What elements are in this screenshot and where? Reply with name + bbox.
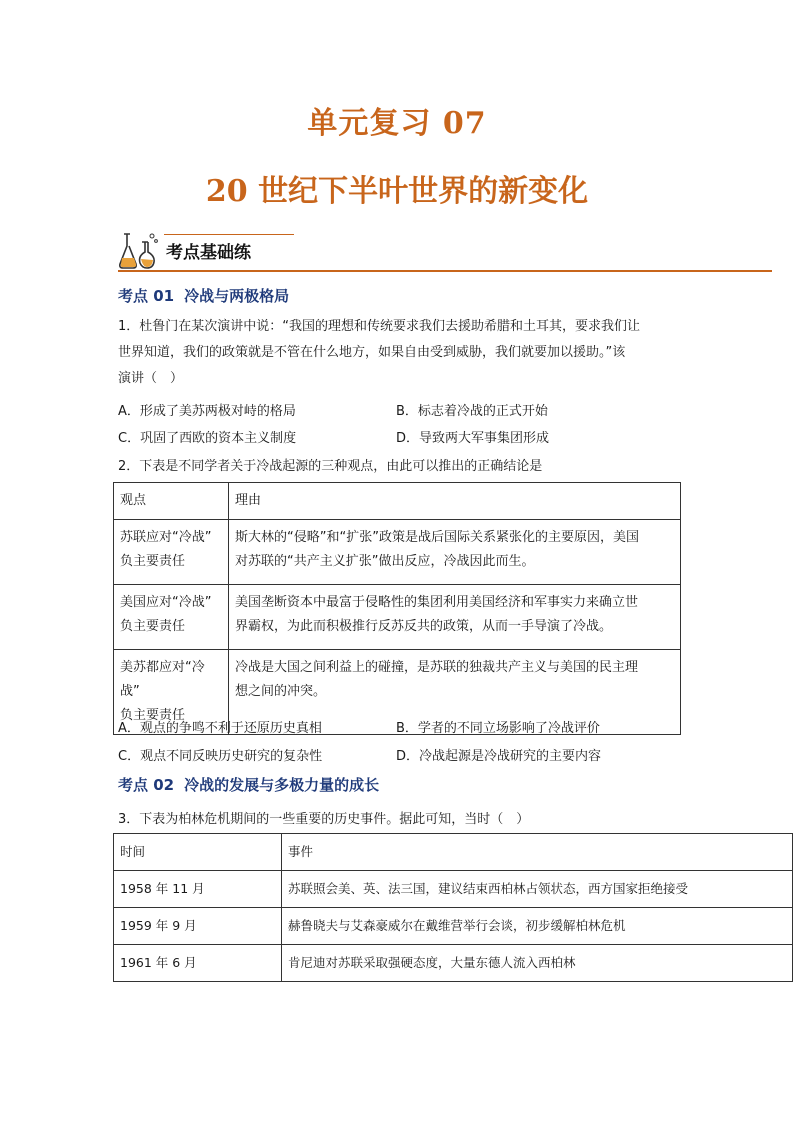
kaodian-02-title: 冷战的发展与多极力量的成长	[184, 776, 380, 794]
question-1-option-a: A．形成了美苏两极对峙的格局	[118, 404, 296, 419]
cell-line: 想之间的冲突。	[235, 684, 327, 699]
table-cell-time: 1961 年 6 月	[114, 945, 282, 982]
lab-flask-icon	[118, 230, 160, 270]
table-header-cell: 时间	[114, 834, 282, 871]
section-label: 考点基础练	[166, 243, 251, 263]
cell-line: 苏联应对“冷战”	[120, 530, 212, 545]
table-row	[114, 520, 681, 585]
table-row	[114, 945, 793, 982]
cell-line: 对苏联的“共产主义扩张”做出反应，冷战因此而生。	[235, 554, 535, 569]
cell-line: 负主要责任	[120, 708, 186, 723]
question-2-stem: 2．下表是不同学者关于冷战起源的三种观点，由此可以推出的正确结论是	[118, 459, 543, 474]
section-top-rule	[164, 234, 294, 235]
question-1-option-d: D．导致两大军事集团形成	[396, 431, 550, 446]
kaodian-02-number: 考点 02	[118, 776, 175, 794]
kaodian-01-number: 考点 01	[118, 287, 175, 305]
cell-line: 美苏都应对“冷战”	[120, 660, 205, 699]
question-1-option-b: B．标志着冷战的正式开始	[396, 404, 548, 419]
table-header-cell: 事件	[282, 834, 793, 871]
table-cell-view	[114, 520, 229, 585]
berlin-crisis-table	[113, 833, 793, 982]
cell-line: 界霸权，为此而积极推行反苏反共的政策，从而一手导演了冷战。	[235, 619, 613, 634]
cell-line: 负主要责任	[120, 619, 186, 634]
question-1-stem	[118, 314, 718, 392]
table-cell-time: 1959 年 9 月	[114, 908, 282, 945]
table-header-row	[114, 834, 793, 871]
table-cell-time: 1958 年 11 月	[114, 871, 282, 908]
table-row	[114, 871, 793, 908]
question-2-option-d: D．冷战起源是冷战研究的主要内容	[396, 749, 602, 764]
table-cell-reason	[229, 520, 681, 585]
cell-line: 美国垄断资本中最富于侵略性的集团利用美国经济和军事实力来确立世	[235, 595, 639, 610]
cell-line: 负主要责任	[120, 554, 186, 569]
section-divider	[118, 270, 772, 272]
question-3-stem: 3．下表为柏林危机期间的一些重要的历史事件。据此可知，当时（ ）	[118, 812, 530, 827]
table-cell-event: 苏联照会美、英、法三国，建议结束西柏林占领状态，西方国家拒绝接受	[282, 871, 793, 908]
table-cell-event: 赫鲁晓夫与艾森豪威尔在戴维营举行会谈，初步缓解柏林危机	[282, 908, 793, 945]
table-header-row	[114, 483, 681, 520]
question-1-option-c: C．巩固了西欧的资本主义制度	[118, 431, 297, 446]
table-row	[114, 908, 793, 945]
table-cell-reason	[229, 585, 681, 650]
cell-line: 冷战是大国之间利益上的碰撞，是苏联的独裁共产主义与美国的民主理	[235, 660, 639, 675]
kaodian-01-title: 冷战与两极格局	[184, 287, 290, 305]
kaodian-01-heading	[118, 285, 289, 306]
cold-war-views-table	[113, 482, 681, 735]
question-1-line3: 演讲（ ）	[118, 371, 184, 386]
kaodian-02-heading	[118, 774, 379, 795]
page-title-line2: 20 世纪下半叶世界的新变化	[205, 174, 589, 209]
question-2-option-c: C．观点不同反映历史研究的复杂性	[118, 749, 323, 764]
question-2-option-a: A．观点的争鸣不利于还原历史真相	[118, 721, 322, 736]
cell-line: 斯大林的“侵略”和“扩张”政策是战后国际关系紧张化的主要原因，美国	[235, 530, 639, 545]
table-row	[114, 585, 681, 650]
section-header	[118, 228, 772, 274]
question-1-line1: 1．杜鲁门在某次演讲中说：“我国的理想和传统要求我们去援助希腊和土耳其，要求我们让	[118, 319, 641, 334]
table-cell-event: 肯尼迪对苏联采取强硬态度，大量东德人流入西柏林	[282, 945, 793, 982]
table-cell-view	[114, 585, 229, 650]
question-2-option-b: B．学者的不同立场影响了冷战评价	[396, 721, 600, 736]
cell-line: 美国应对“冷战”	[120, 595, 212, 610]
page-title-line1: 单元复习 07	[307, 106, 487, 141]
table-header-cell: 理由	[229, 483, 681, 520]
question-1-line2: 世界知道，我们的政策就是不管在什么地方，如果自由受到威胁，我们就要加以援助。”该	[118, 345, 626, 360]
table-header-cell: 观点	[114, 483, 229, 520]
